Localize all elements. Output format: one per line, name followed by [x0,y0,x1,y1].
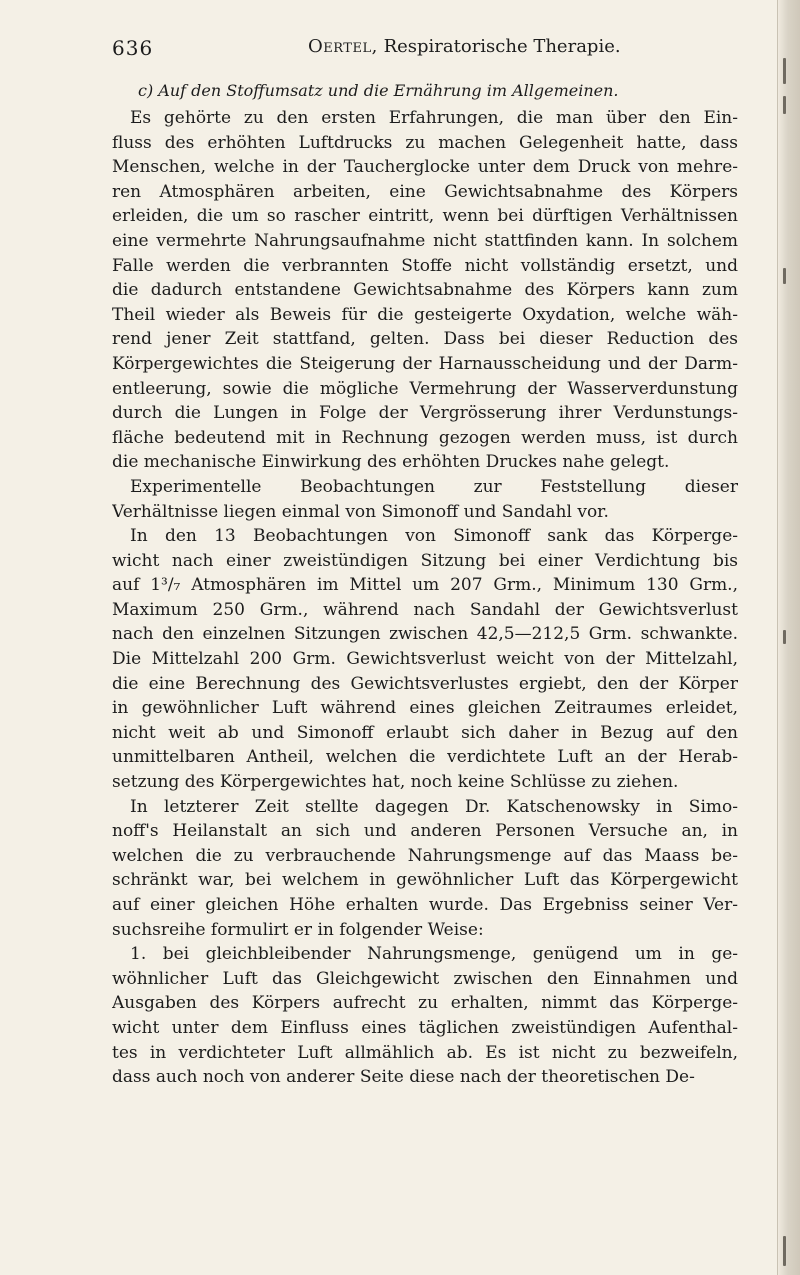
text-line: fläche bedeutend mit in Rechnung gezogen werden muss, ist durch [112,427,738,448]
text-line: tes in verdichteter Luft allmählich ab. Es ist nicht zu bezweifeln, [112,1042,738,1063]
text-line: suchsreihe formulirt er in folgender Weise: [112,919,484,940]
text-line: Theil wieder als Beweis für die gesteigerte Oxydation, welche wäh- [112,304,738,325]
text-line: durch die Lungen in Folge der Vergrösserung ihrer Verdunstungs- [112,403,738,424]
running-head [308,36,621,57]
text-line: Experimentelle Beobachtungen zur Feststellung dieser [130,476,738,497]
text-line: die mechanische Einwirkung des erhöhten Druckes nahe gelegt. [112,452,670,473]
paragraph [112,524,738,795]
running-header [112,36,732,66]
text-line: die dadurch entstandene Gewichtsabnahme des Körpers kann zum [112,280,738,301]
edge-mark [783,268,786,284]
section-title: c) Auf den Stoffumsatz und die Ernährung im Allgemeinen. [138,81,619,100]
text-line: Körpergewichtes die Steigerung der Harnausscheidung und der Darm- [112,353,738,374]
text-line: Falle werden die verbrannten Stoffe nicht vollständig ersetzt, und [112,255,738,276]
text-line: Es gehörte zu den ersten Erfahrungen, die man über den Ein- [130,108,738,128]
text-line: rend jener Zeit stattfand, gelten. Dass bei dieser Reduction des [112,329,738,350]
text-line: In letzterer Zeit stellte dagegen Dr. Katschenowsky in Simo- [130,796,738,817]
text-line: die eine Berechnung des Gewichtsverlustes ergiebt, den der Körper [112,673,738,694]
text-line: dass auch noch von anderer Seite diese nach der theoretischen De- [112,1067,695,1088]
text-line: unmittelbaren Antheil, welchen die verdichtete Luft an der Herab- [112,747,738,768]
text-line: Menschen, welche in der Taucherglocke unter dem Druck von mehre- [112,157,738,178]
text-line: schränkt war, bei welchem in gewöhnlicher Luft das Körpergewicht [112,870,738,891]
paragraph [112,475,738,524]
body-text [112,78,738,1090]
paragraph [112,106,738,475]
paragraphs [112,106,738,1090]
paragraph [112,795,738,943]
text-line: nicht weit ab und Simonoff erlaubt sich daher in Bezug auf den [112,722,738,743]
text-line: in gewöhnlicher Luft während eines gleichen Zeitraumes erleidet, [112,698,738,719]
text-line: entleerung, sowie die mögliche Vermehrung der Wasserverdunstung [112,378,738,399]
text-line: 1. bei gleichbleibender Nahrungsmenge, genügend um in ge- [130,944,738,965]
text-line: wöhnlicher Luft das Gleichgewicht zwischen den Einnahmen und [112,968,738,989]
running-head-subject: Respiratorische Therapie. [383,36,621,57]
text-line: welchen die zu verbrauchende Nahrungsmenge auf das Maass be- [112,845,738,866]
text-line: Verhältnisse liegen einmal von Simonoff und Sandahl vor. [112,501,609,522]
page-number: 636 [112,36,154,60]
text-line: ren Atmosphären arbeiten, eine Gewichtsabnahme des Körpers [112,181,738,202]
text-line: In den 13 Beobachtungen von Simonoff sank das Körperge- [130,526,738,547]
edge-mark [783,630,786,644]
running-head-author: Oertel, [308,36,378,57]
text-line: setzung des Körpergewichtes hat, noch keine Schlüsse zu ziehen. [112,772,679,793]
text-line: auf einer gleichen Höhe erhalten wurde. Das Ergebniss seiner Ver- [112,895,738,915]
paragraph [112,942,738,1090]
text-line: wicht unter dem Einfluss eines täglichen zweistündigen Aufenthal- [112,1017,738,1038]
edge-mark [783,96,786,114]
text-line: eine vermehrte Nahrungsaufnahme nicht stattfinden kann. In solchem [112,230,738,251]
text-line: erleiden, die um so rascher eintritt, wenn bei dürftigen Verhältnissen [112,206,738,227]
text-line: Maximum 250 Grm., während nach Sandahl der Gewichtsverlust [112,599,738,620]
text-line: noff's Heilanstalt an sich und anderen Personen Versuche an, in [112,821,738,842]
text-line: fluss des erhöhten Luftdrucks zu machen Gelegenheit hatte, dass [112,132,738,153]
edge-mark [783,58,786,84]
text-line: nach den einzelnen Sitzungen zwischen 42,5—212,5 Grm. schwankte. [112,624,738,645]
text-line: auf 1³/₇ Atmosphären im Mittel um 207 Grm., Minimum 130 Grm., [112,575,738,596]
text-line: Die Mittelzahl 200 Grm. Gewichtsverlust weicht von der Mittelzahl, [112,649,738,670]
text-line: wicht nach einer zweistündigen Sitzung bei einer Verdichtung bis [112,550,738,571]
edge-mark [783,1236,786,1266]
text-line: Ausgaben des Körpers aufrecht zu erhalten, nimmt das Körperge- [112,993,738,1014]
page-edge [777,0,800,1275]
